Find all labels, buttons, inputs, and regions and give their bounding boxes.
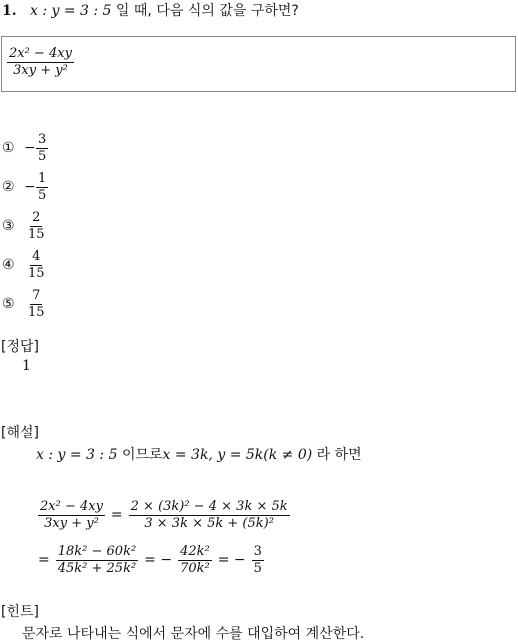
explanation-equation-1 (38, 500, 290, 530)
choice-2[interactable] (2, 172, 48, 202)
choice-sign: − (24, 140, 36, 157)
explanation-equation-2 (38, 545, 264, 575)
choice-numerator: 4 (32, 249, 41, 264)
eq1-rhs-denominator: 3 × 3k × 5k + (5k)² (144, 515, 274, 531)
expression-numerator: 2x² − 4xy (9, 46, 72, 61)
eq2-c-denominator: 5 (253, 560, 262, 576)
choice-5[interactable] (2, 289, 47, 319)
choice-denominator: 15 (28, 226, 45, 242)
choice-marker: ① (2, 140, 15, 157)
eq2-b-numerator: 42k² (180, 544, 210, 559)
choice-numerator: 2 (32, 210, 41, 225)
choice-marker: ③ (2, 218, 15, 235)
explanation-connector: 이므로 (121, 447, 163, 463)
choice-numerator: 7 (32, 288, 41, 303)
eq2-a-numerator: 18k² − 60k² (57, 544, 137, 559)
equals-sign: = − (217, 552, 246, 569)
choice-numerator: 3 (38, 132, 47, 147)
choice-numerator: 1 (38, 171, 47, 186)
explanation-substitution: x = 3k, y = 5k(k ≠ 0) (162, 447, 313, 463)
question-line (2, 0, 299, 20)
question-number: 1. (2, 3, 17, 19)
explanation-label: [해설] (1, 425, 39, 441)
eq2-c-numerator: 3 (253, 544, 262, 559)
expression-denominator: 3xy + y² (13, 62, 68, 78)
equals-sign: = − (144, 552, 173, 569)
eq1-lhs-denominator: 3xy + y² (44, 515, 99, 531)
equals-sign: = (38, 552, 50, 569)
expression-fraction (7, 47, 74, 77)
hint-text: 문자로 나타내는 식에서 문자에 수를 대입하여 계산한다. (22, 626, 365, 642)
eq1-rhs-numerator: 2 × (3k)² − 4 × 3k × 5k (130, 499, 288, 514)
answer-value: 1 (22, 358, 31, 374)
eq2-a-denominator: 45k² + 25k² (57, 560, 137, 576)
choice-denominator: 5 (38, 148, 47, 164)
choice-sign: − (24, 179, 36, 196)
answer-label: [정답] (1, 339, 39, 355)
hint-label: [힌트] (1, 604, 39, 620)
question-text: 일 때, 다음 식의 값을 구하면? (115, 3, 299, 19)
choice-marker: ② (2, 179, 15, 196)
eq2-b-denominator: 70k² (180, 560, 210, 576)
choice-4[interactable] (2, 250, 47, 280)
expression-box (1, 36, 516, 92)
question-condition: x : y = 3 : 5 (29, 3, 112, 19)
choice-3[interactable] (2, 211, 47, 241)
explanation-line1 (36, 444, 362, 464)
explanation-ratio: x : y = 3 : 5 (36, 447, 118, 463)
choice-denominator: 5 (38, 187, 47, 203)
choice-denominator: 15 (28, 265, 45, 281)
choice-marker: ⑤ (2, 296, 15, 313)
choice-denominator: 15 (28, 304, 45, 320)
equals-sign: = (110, 507, 123, 524)
explanation-suffix: 라 하면 (316, 447, 362, 463)
choice-1[interactable] (2, 133, 48, 163)
eq1-lhs-numerator: 2x² − 4xy (40, 499, 103, 514)
choice-marker: ④ (2, 257, 15, 274)
